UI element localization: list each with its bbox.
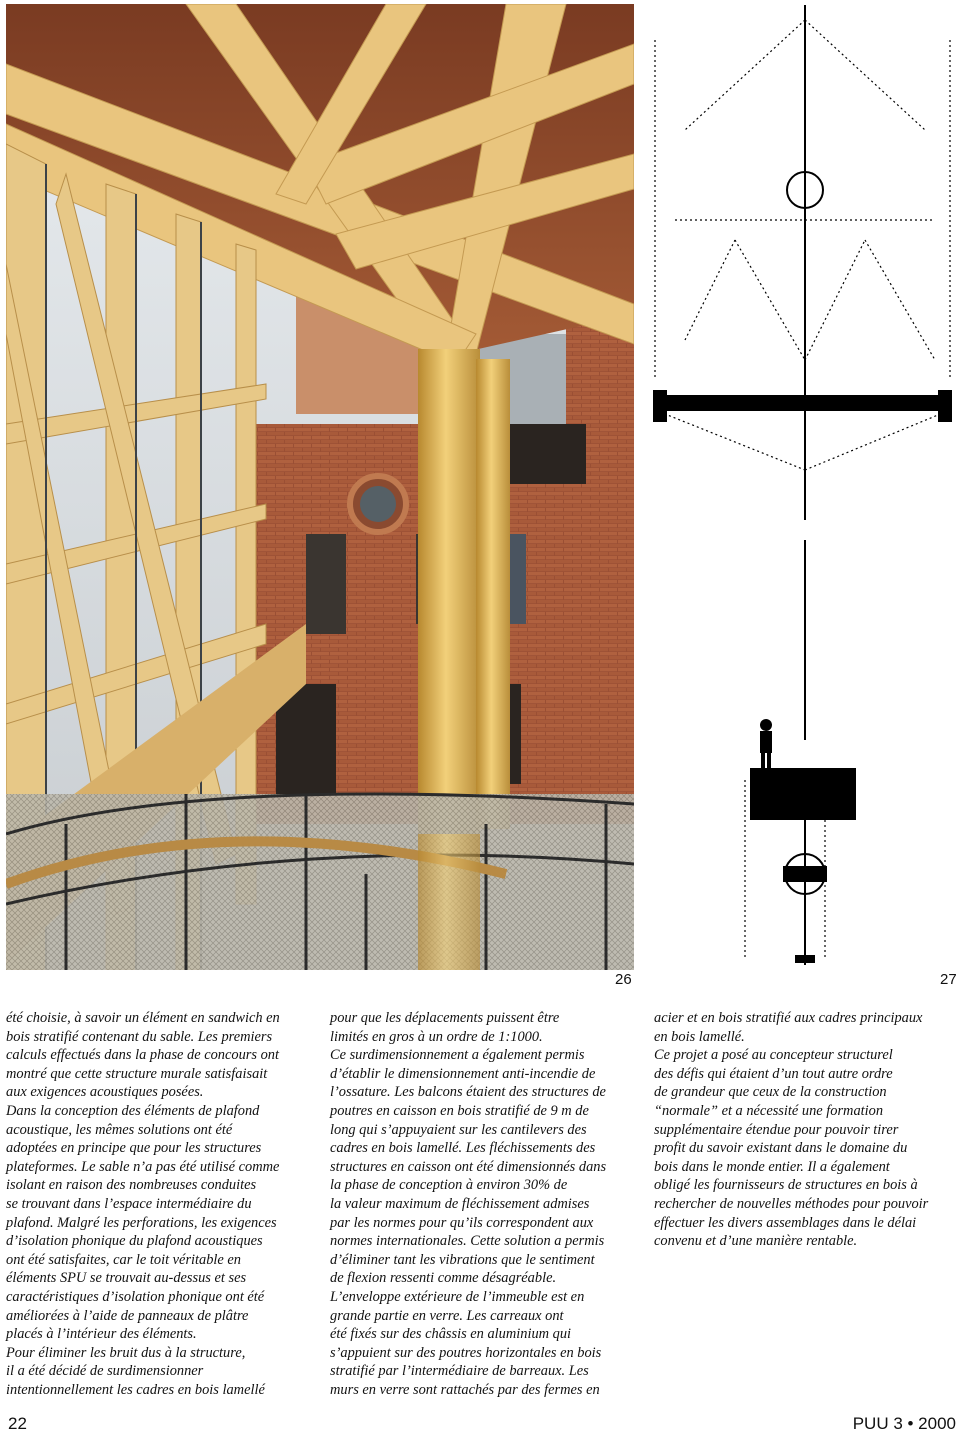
paragraph: Ce projet a posé au concepteur structurel des défis qui étaient d’un tout autre ordre de grandeur que ceux de la construction “normale” et a nécessité une formation supplémentaire étendue pour pouvoir tirer profit du savoir existant dans le domaine du bois dans le monde entier. Il a également obligé les fournisseurs de structures en bois à rechercher de nouvelles méthodes pour pouvoir effectuer les divers assemblages dans le délai convenu et d’une manière rentable. <box>654 1047 929 1250</box>
atrium-photo <box>6 4 634 970</box>
figure-number-26: 26 <box>615 971 632 988</box>
paragraph: été choisie, à savoir un élément en sandwich en bois stratifié contenant du sable. Les premiers calculs effectués dans la phase de concours ont montré que cette structure murale satisfaisait aux exigences acoustiques posées. <box>6 1010 280 1101</box>
page-number: 22 <box>8 1414 27 1433</box>
structural-section-drawing <box>645 0 960 975</box>
person-figure <box>760 719 772 768</box>
paragraph: Dans la conception des éléments de plafond acoustique, les mêmes solutions ont été adoptées en principe que pour les structures plateformes. Le sable n’a pas été utilisé comme isolant en raison des nombreuses conduites se trouvant dans l’espace intermédiaire du plafond. Malgré les perforations, les exigences d’isolation phonique du plafond acoustiques ont été satisfaites, car le toit véritable en éléments SPU se trouvait au-dessus et ses caractéristiques d’isolation phonique ont été améliorées à l’aide de panneaux de plâtre placés à l’intérieur des éléments. <box>6 1102 280 1343</box>
text-column-3 <box>654 1009 952 1251</box>
text-column-2 <box>330 1009 628 1399</box>
paragraph: Ce surdimensionnement a également permis d’établir le dimensionnement anti-incendie de l’ossature. Les balcons étaient des structures de poutres en caisson en bois stratifié de 9 m de long qui s’appuyaient sur les cantilevers des cadres en bois lamellé. Les fléchissements des structures en caisson ont été dimensionnés dans la phase de conception à environ 30% de la valeur maximum de fléchissement admises par les normes pour qu’ils correspondent aux normes internationales. Cette solution a permis d’éliminer tant les vibrations que le sentiment de flexion ressenti comme désagréable. <box>330 1047 607 1287</box>
atrium-photo-illustration <box>6 4 634 970</box>
text-column-1 <box>6 1009 304 1399</box>
paragraph: L’enveloppe extérieure de l’immeuble est en grande partie en verre. Les carreaux ont été fixés sur des châssis en aluminium qui s’appuient sur des poutres horizontales en bois stratifié par l’intermédiaire de barreaux. Les murs en verre sont rattachés par des fermes en <box>330 1288 602 1398</box>
publication-label: PUU 3 • 2000 <box>852 1414 956 1433</box>
paragraph: pour que les déplacements puissent être limités en gros à un ordre de 1:1000. <box>330 1010 560 1045</box>
section-drawing-illustration <box>645 0 960 975</box>
paragraph: Pour éliminer les bruit dus à la structure, il a été décidé de surdimensionner intentionnellement les cadres en bois lamellé <box>6 1344 265 1398</box>
paragraph: acier et en bois stratifié aux cadres principaux en bois lamellé. <box>654 1010 923 1045</box>
figure-number-27: 27 <box>940 971 957 988</box>
